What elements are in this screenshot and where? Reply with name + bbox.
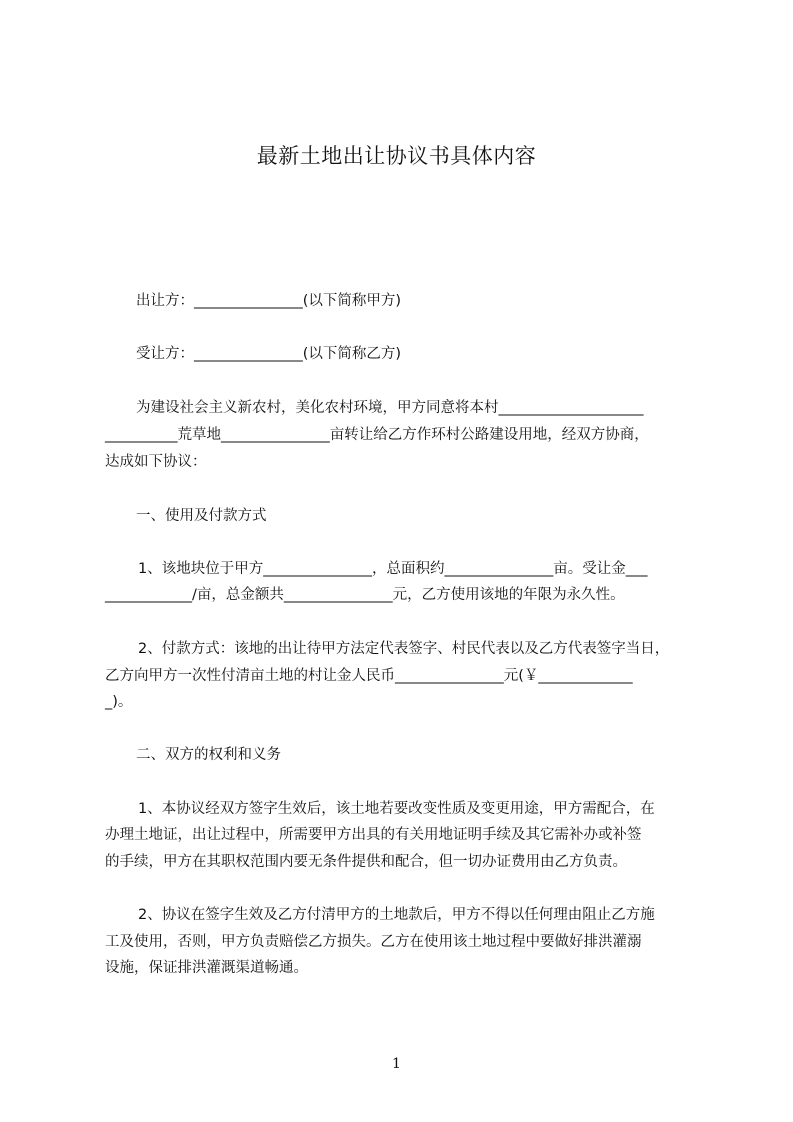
- transferor-line: 出让方：_______________(以下简称甲方): [136, 293, 402, 309]
- section-2-item-2-line-2: 工及使用，否则，甲方负责赔偿乙方损失。乙方在使用该土地过程中要做好排洪灌溺: [105, 934, 642, 950]
- section-1-item-1-line-2: ____________/亩，总金额共_______________元，乙方使用该地的年限为永久性。: [105, 587, 625, 603]
- section-1-item-2-line-2: 乙方向甲方一次性付清亩土地的村让金人民币_______________元(￥_____________: [105, 668, 633, 684]
- intro-line-2: __________荒草地_______________亩转让给乙方作环村公路建设用地，经双方协商，: [105, 427, 649, 443]
- section-2-item-2-line-1: 2、协议在签字生效及乙方付清甲方的土地款后，甲方不得以任何理由阻止乙方施: [138, 907, 655, 923]
- section-2-item-2-line-3: 设施，保证排洪灌溉渠道畅通。: [105, 960, 308, 976]
- section-2-item-1-line-2: 办理土地证，出让过程中，所需要甲方出具的有关用地证明手续及其它需补办或补签: [105, 827, 642, 843]
- section-1-item-2-line-3: _)。: [105, 694, 133, 710]
- section-1-heading: 一、使用及付款方式: [136, 508, 267, 524]
- section-2-item-1-line-1: 1、本协议经双方签字生效后，该土地若要改变性质及变更用途，甲方需配合，在: [138, 801, 655, 817]
- section-1-item-1-line-1: 1、该地块位于甲方_______________，总面积约_______________亩。受让金___: [138, 561, 648, 577]
- section-2-heading: 二、双方的权利和义务: [136, 747, 281, 763]
- section-2-item-1-line-3: 的手续，甲方在其职权范围内要无条件提供和配合，但一切办证费用由乙方负责。: [105, 854, 627, 870]
- intro-line-1: 为建设社会主义新农村，美化农村环境，甲方同意将本村____________________: [136, 400, 644, 416]
- section-1-item-2-line-1: 2、付款方式：该地的出让待甲方法定代表签字、村民代表以及乙方代表签字当日，: [138, 641, 670, 657]
- page-number: 1: [392, 1056, 401, 1072]
- intro-line-3: 达成如下协议：: [105, 454, 207, 470]
- document-title: 最新土地出让协议书具体内容: [256, 144, 537, 168]
- transferee-line: 受让方：_______________(以下简称乙方): [136, 346, 402, 362]
